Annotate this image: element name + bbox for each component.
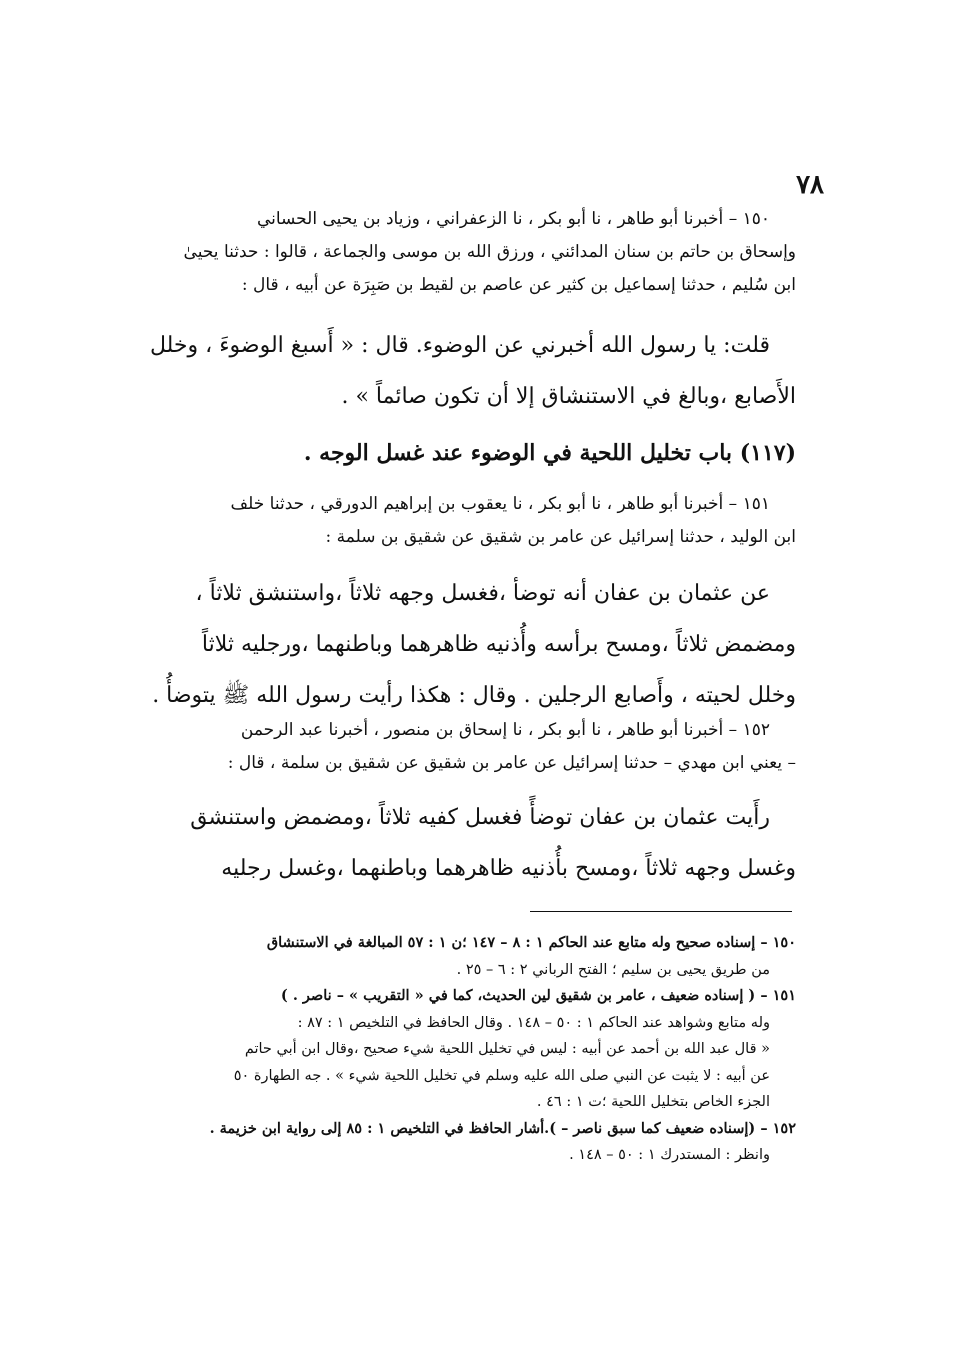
chapter-heading: (١١٧) باب تخليل اللحية في الوضوء عند غسل الوجه .: [303, 440, 796, 466]
footnote-151-line: « قال عبد الله بن أحمد عن أبيه : ليس في تخليل اللحية شيء صحيح ،وقال ابن أبي حاتم: [244, 1041, 770, 1057]
matn-line: الأَصابع ،وبالغ في الاستنشاق إلا أن تكون صائماً » .: [341, 384, 796, 409]
footnote-152-line: وانظر : المستدرك ١ : ٥٠ – ١٤٨ .: [569, 1147, 770, 1163]
isnad-line: وإسحاق بن حاتم بن سنان المدائني ، ورزق الله بن موسى والجماعة ، قالوا : حدثنا يحيىٰ: [183, 242, 796, 262]
matn-line: وغسل وجهه ثلاثاً ،ومسح بأُذنيه ظاهرهما وباطنهما ،وغسل رجليه: [221, 856, 796, 881]
footnote-151-line: وله متابع وشواهد عند الحاكم ١ : ٥٠ – ١٤٨ . وقال الحافظ في التلخيص ١ : ٨٧ :: [297, 1014, 770, 1031]
footnote-divider: [530, 911, 792, 912]
hadith-152-isnad: [130, 714, 796, 780]
isnad-line: ١٥٠ – أخبرنا أبو طاهر ، نا أبو بكر ، نا الزعفراني ، وزياد بن يحيى الحساني: [256, 209, 770, 229]
footnote-150-line: ١٥٠ – إسناده صحيح وله متابع عند الحاكم ١ : ٨ – ١٤٧ ؛ن ١ : ٥٧ المبالغة في الاستنشاق: [266, 934, 796, 951]
isnad-line: ١٥٢ – أخبرنا أبو طاهر ، نا أبو بكر ، نا إسحاق بن منصور ، أخبرنا عبد الرحمن: [240, 720, 770, 740]
footnote-151-line: الجزء الخاص بتخليل اللحية ؛ت ١ : ٤٦ .: [536, 1094, 770, 1110]
matn-line: رأَيت عثمان بن عفان توضأً فغسل كفيه ثلاثاً ،ومضمض واستنشق: [190, 805, 770, 830]
footnote-151-line: عن أبيه : لا يثبت عن النبي صلى الله عليه وسلم في تخليل اللحية شيء » . جه الطهارة ٥٠: [233, 1067, 770, 1084]
hadith-151-isnad: [130, 488, 796, 554]
hadith-150-isnad: [130, 203, 796, 302]
isnad-line: – يعني ابن مهدي – حدثنا إسرائيل عن عامر بن شقيق عن شقيق بن سلمة ، قال :: [227, 753, 796, 773]
isnad-line: ١٥١ – أخبرنا أبو طاهر ، نا أبو بكر ، نا يعقوب بن إبراهيم الدورقي ، حدثنا خلف: [230, 494, 770, 514]
hadith-151-matn: [130, 568, 796, 721]
footnotes: [130, 930, 796, 1169]
footnote-152-line: ١٥٢ – (إسناده ضعيف كما سبق ناصر – ).أشار الحافظ في التلخيص ١ : ٨٥ إلى رواية ابن خزيمة .: [209, 1119, 796, 1137]
isnad-line: ابن الوليد ، حدثنا إسرائيل عن عامر بن شقيق عن شقيق بن سلمة :: [325, 527, 796, 547]
hadith-150-matn: [130, 320, 796, 422]
page-number: ٧٨: [796, 170, 824, 200]
footnote-151-line: ١٥١ – ( إسناده ضعيف ، عامر بن شقيق لين الحديث، كما في « التقريب » – ناصر . ): [280, 987, 796, 1004]
footnote-150-line: من طريق يحيى بن سليم ؛ الفتح الرباني ٢ : ٦ – ٢٥ .: [456, 961, 770, 978]
matn-line: وخلل لحيته ، وأَصابع الرجلين . وقال : هكذا رأيت رسول الله ﷺ يتوضأُ .: [152, 683, 796, 708]
isnad-line: ابن سُليم ، حدثنا إسماعيل بن كثير عن عاصم بن لقيط بن صَبِرَة عن أبيه ، قال :: [241, 275, 796, 295]
matn-line: عن عثمان بن عفان أنه توضأ ،فغسل وجهه ثلاثاً ،واستنشق ثلاثاً ،: [195, 581, 770, 606]
hadith-152-matn: [130, 792, 796, 894]
matn-line: ومضمض ثلاثاً ،ومسح برأسه وأُذنيه ظاهرهما وباطنهما ،ورجليه ثلاثاً: [201, 632, 796, 657]
matn-line: قلت: يا رسول الله أخبرني عن الوضوء. قال : « أَسبغ الوضوءَ ، وخلل: [149, 333, 770, 358]
